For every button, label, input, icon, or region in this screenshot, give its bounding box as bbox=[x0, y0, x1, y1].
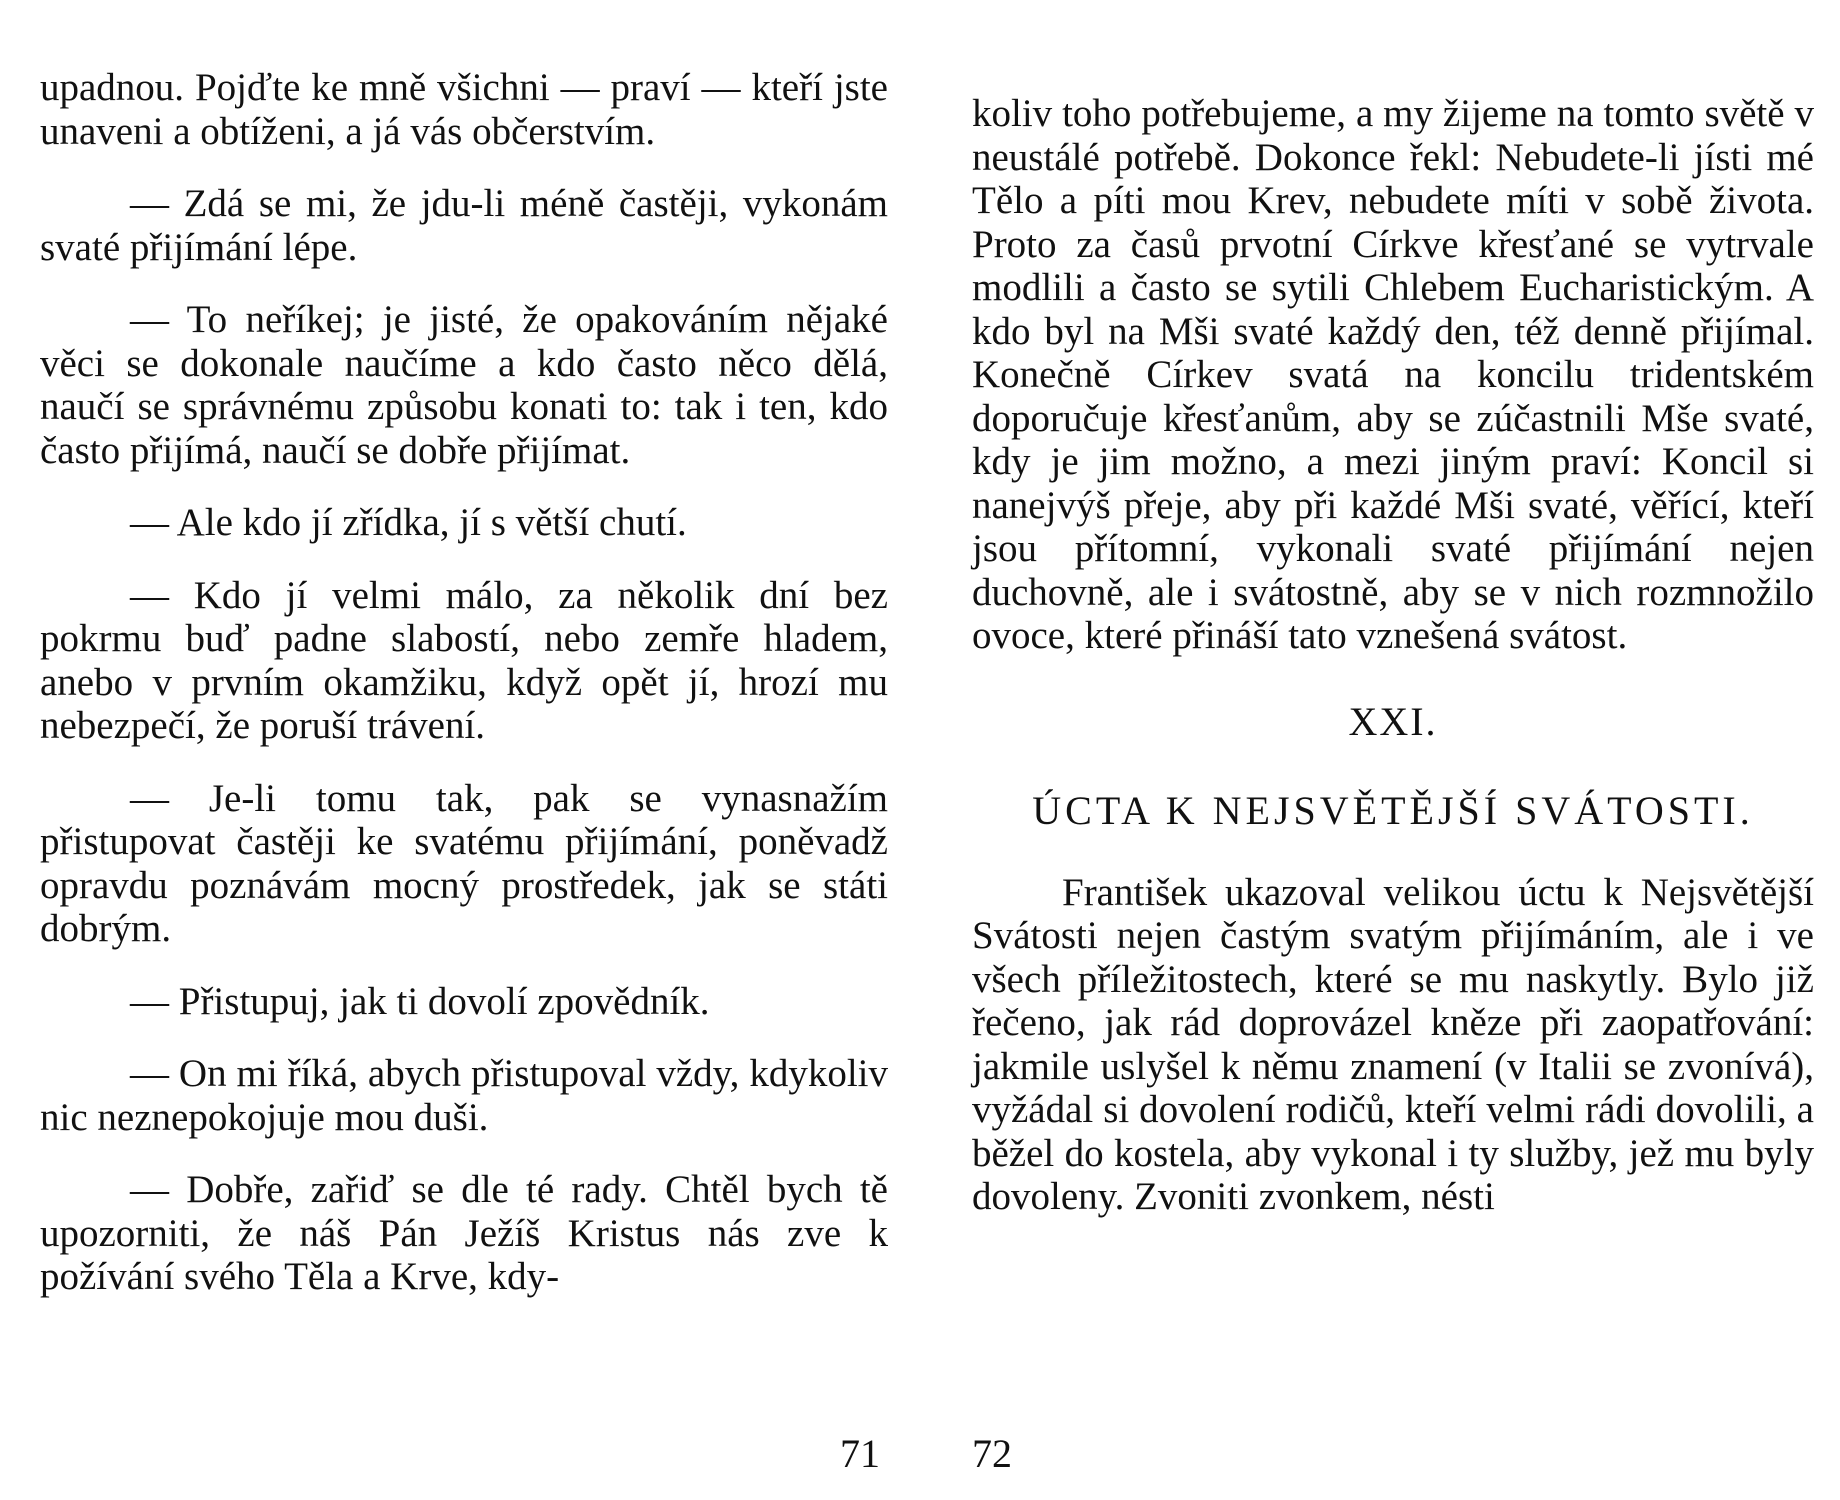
paragraph: — To neříkej; je jisté, že opakováním nějaké věci se dokonale naučíme a kdo často něco dělá, naučí se správnému způsobu konati to: tak i ten, kdo často přijímá, naučí se dobře přijímat. bbox=[40, 298, 888, 472]
chapter-number: XXI. bbox=[1348, 698, 1438, 744]
paragraph: — Je-li tomu tak, pak se vynasnažím přistupovat častěji ke svatému přijímání, poněvadž opravdu poznávám mocný prostředek, jak se státi dobrým. bbox=[40, 776, 888, 950]
right-page-text bbox=[972, 92, 1814, 1248]
paragraph: — Kdo jí velmi málo, za několik dní bez pokrmu buď padne slabostí, nebo zemře hladem, anebo v prvním okamžiku, když opět jí, hrozí mu nebezpečí, že poruší trávení. bbox=[40, 573, 888, 747]
paragraph: — On mi říká, abych přistupoval vždy, kdykoliv nic neznepokojuje mou duši. bbox=[40, 1052, 888, 1139]
paragraph: — Přistupuj, jak ti dovolí zpovědník. bbox=[130, 979, 710, 1023]
chapter-title: ÚCTA K NEJSVĚTĚJŠÍ SVÁTOSTI. bbox=[1032, 788, 1754, 833]
right-page bbox=[920, 0, 1840, 1500]
continuation-paragraph: koliv toho potřebujeme, a my žijeme na tomto světě v neustálé potřebě. Dokonce řekl: Nebudete-li jísti mé Tělo a píti mou Krev, nebudete míti v sobě života. Proto za časů prvotní Církve křesťané se vytrvale modlili a často se sytili Chlebem Eucharistickým. A kdo byl na Mši svaté každý den, též denně přijímal. Konečně Církev svatá na koncilu tridentském doporučuje křesťanům, aby se zúčastnili Mše svaté, kdy je jim možno, a mezi jiným praví: Koncil si nanejvýš přeje, aby při každé Mši svaté, věřící, kteří jsou přítomní, vykonali svaté přijímání nejen duchovně, ale i svátostně, aby se v nich rozmnožilo ovoce, které přináší tato vznešená svátost. bbox=[972, 92, 1814, 657]
page-number: 71 bbox=[840, 1431, 880, 1476]
paragraph: upadnou. Pojďte ke mně všichni — praví — kteří jste unaveni a obtíženi, a já vás občerstvím. bbox=[40, 66, 888, 153]
page-number: 72 bbox=[972, 1431, 1012, 1476]
paragraph: — Dobře, zařiď se dle té rady. Chtěl bych tě upozorniti, že náš Pán Ježíš Kristus nás zve k požívání svého Těla a Krve, kdy- bbox=[40, 1168, 888, 1298]
chapter-paragraph: František ukazoval velikou úctu k Nejsvětější Svátosti nejen častým svatým přijímáním, ale i ve všech příležitostech, které se mu naskytly. Bylo již řečeno, jak rád doprovázel kněze při zaopatřování: jakmile uslyšel k němu znamení (v Italii se zvonívá), vyžádal si dovolení rodičů, kteří velmi rádi dovolili, a běžel do kostela, aby vykonal i ty služby, jež mu byly dovoleny. Zvoniti zvonkem, nésti bbox=[972, 870, 1814, 1218]
left-page-text bbox=[40, 66, 888, 1328]
paragraph: — Ale kdo jí zřídka, jí s větší chutí. bbox=[130, 501, 687, 544]
paragraph: — Zdá se mi, že jdu-li méně častěji, vykonám svaté přijímání lépe. bbox=[40, 182, 888, 269]
